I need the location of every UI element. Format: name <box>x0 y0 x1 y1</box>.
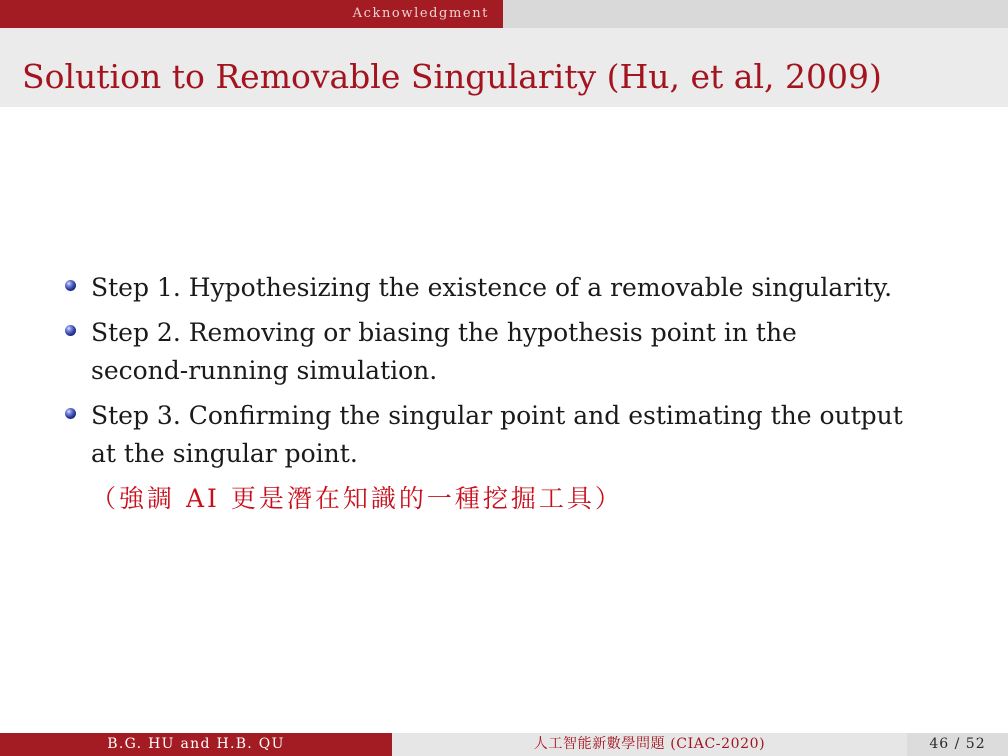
chinese-note: （強調 AI 更是潛在知識的一種挖掘工具） <box>91 484 623 513</box>
frame-title-band <box>0 28 1008 107</box>
footer-title: 人工智能新數學問題 (CIAC-2020) <box>533 736 766 752</box>
footer <box>0 733 1008 756</box>
section-header-left <box>0 0 503 28</box>
blue-ball-bullet-icon <box>65 280 76 291</box>
section-header-right <box>503 0 1008 28</box>
bullet-list <box>0 269 903 480</box>
footer-authors: B.G. HU and H.B. QU <box>107 736 285 752</box>
footer-authors-box <box>0 733 392 756</box>
list-item <box>0 397 903 473</box>
item-line: Step 3. Confirming the singular point and estimating the output <box>91 401 903 430</box>
list-item <box>0 314 903 390</box>
item-line: at the singular point. <box>91 439 358 468</box>
blue-ball-bullet-icon <box>65 325 76 336</box>
item-line: second-running simulation. <box>91 356 438 385</box>
frame-title: Solution to Removable Singularity (Hu, et al, 2009) <box>22 57 882 96</box>
footer-page-box <box>907 733 1008 756</box>
blue-ball-bullet-icon <box>65 408 76 419</box>
section-label: Acknowledgment <box>352 6 489 21</box>
item-line: Step 1. Hypothesizing the existence of a removable singularity. <box>91 273 893 302</box>
page-number: 46 / 52 <box>929 736 986 752</box>
list-item <box>0 269 903 307</box>
section-header <box>0 0 1008 28</box>
footer-title-box <box>392 733 907 756</box>
item-line: Step 2. Removing or biasing the hypothesis point in the <box>91 318 797 347</box>
